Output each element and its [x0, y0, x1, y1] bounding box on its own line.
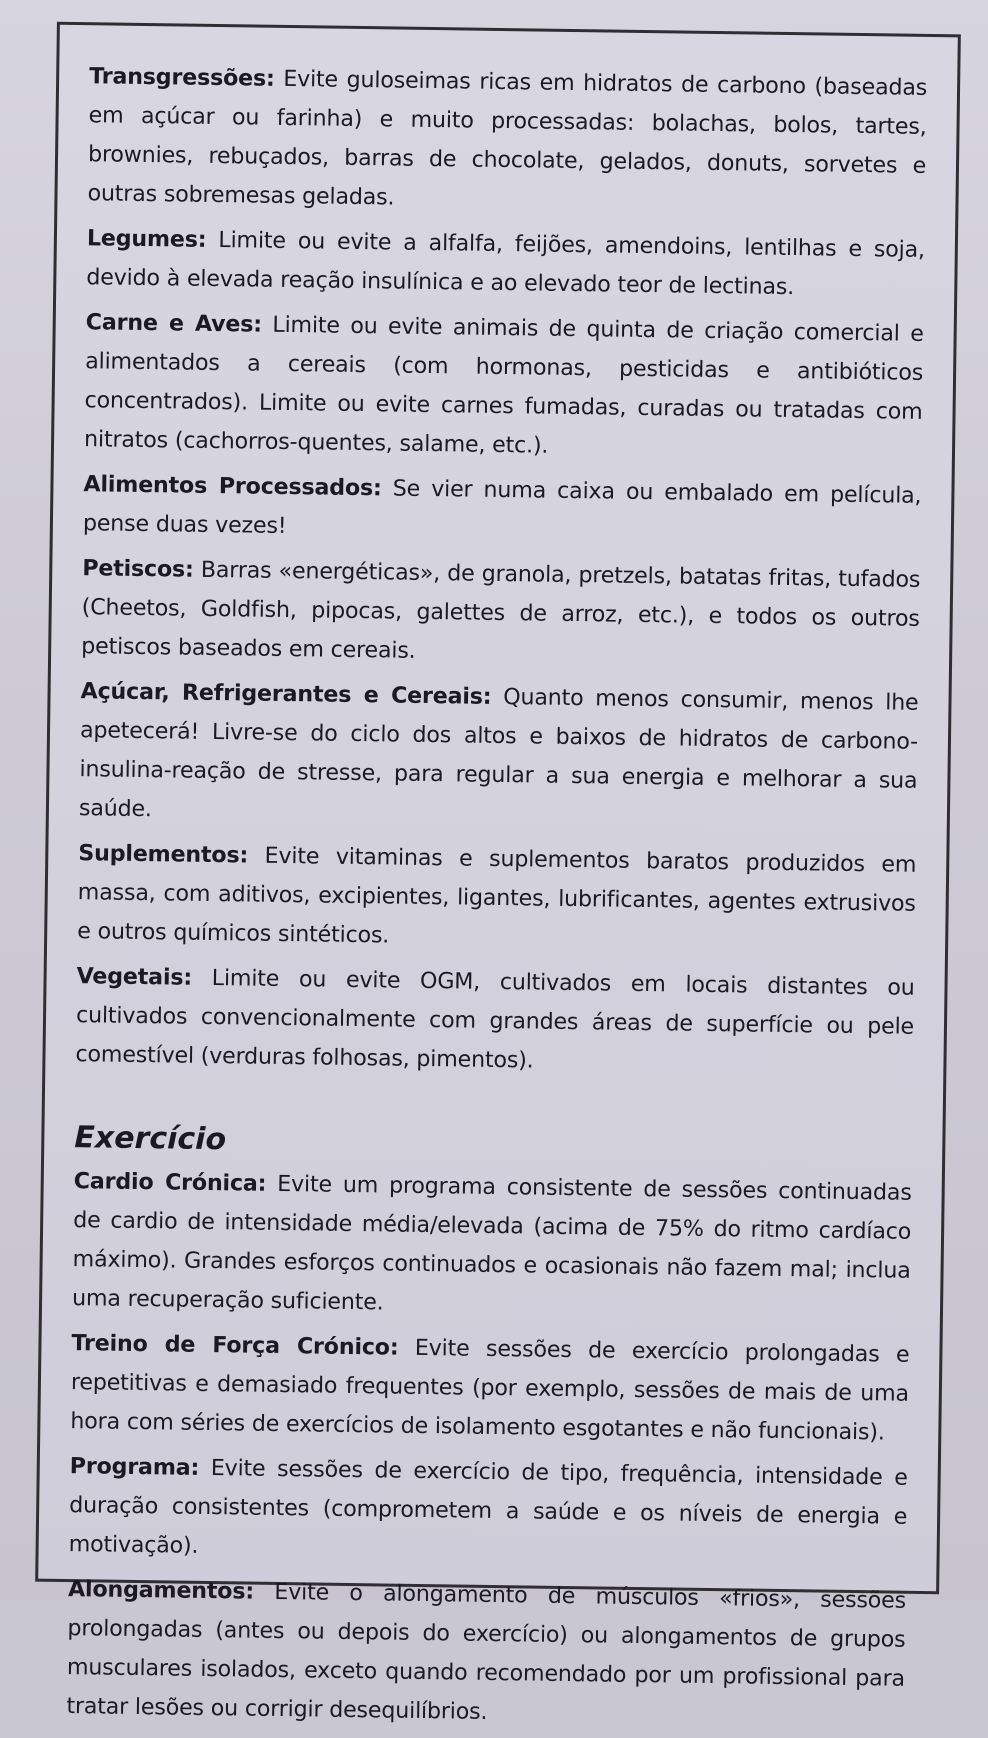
- entry-term: Treino de Força Crónico:: [71, 1330, 399, 1361]
- entry-suplementos: [77, 834, 917, 963]
- entry-term: Petiscos:: [82, 555, 194, 583]
- entry-text: Limite ou evite animais de quinta de criação comercial e alimentados a cereais (com hormonas, pesticidas e antibióticos concentrados). Limite ou evite carnes fumadas, curadas ou tratadas com nitratos (cachorros-quentes, salame, etc.).: [83, 311, 924, 459]
- entry-programa: [68, 1447, 908, 1576]
- entry-vegetais: [75, 957, 915, 1086]
- entry-text: Evite um programa consistente de sessões continuadas de cardio de intensidade média/elevada (acima de 75% do ritmo cardíaco máximo). Grandes esforços continuados e ocasionais não fazem mal; inclua uma recuperação suficiente.: [71, 1170, 912, 1316]
- entry-text: Limite ou evite a alfalfa, feijões, amendoins, lentilhas e soja, devido à elevada reação insulínica e ao elevado teor de lectinas.: [86, 226, 926, 301]
- entry-term: Cardio Crónica:: [73, 1168, 267, 1197]
- entry-text: Evite sessões de exercício prolongadas e repetitivas e demasiado frequentes (por exemplo, sessões de mais de uma hora com séries de exercícios de isolamento esgotantes e não funcionais).: [70, 1334, 910, 1446]
- entry-alimentos-processados: [83, 465, 922, 555]
- entry-term: Programa:: [69, 1453, 200, 1481]
- entry-transgressoes: [87, 57, 927, 225]
- entry-carne-aves: [84, 303, 924, 471]
- section-title-exercicio: Exercício: [74, 1120, 227, 1158]
- entry-term: Vegetais:: [76, 963, 193, 991]
- entry-term: Açúcar, Refrigerantes e Cereais:: [80, 678, 492, 710]
- entry-acucar: [79, 672, 919, 840]
- entry-alongamentos: [66, 1570, 906, 1738]
- entry-term: Legumes:: [86, 225, 207, 253]
- entry-text: Evite guloseimas ricas em hidratos de carbono (baseadas em açúcar ou farinha) e muito processadas: bolachas, bolos, tartes, brownies, rebuçados, barras de chocolate, gelados, donuts, sorvetes e outras sobremesas geladas.: [87, 65, 928, 211]
- entry-term: Carne e Aves:: [85, 309, 263, 338]
- entry-legumes: [86, 219, 925, 309]
- entry-petiscos: [81, 549, 921, 678]
- entry-text: Se vier numa caixa ou embalado em película, pense duas vezes!: [82, 475, 922, 540]
- entry-text: Evite vitaminas e suplementos baratos produzidos em massa, com aditivos, excipientes, ligantes, lubrificantes, agentes extrusivos e outros químicos sintéticos.: [77, 842, 917, 949]
- entry-treino-forca: [70, 1324, 910, 1453]
- entry-text: Barras «energéticas», de granola, pretzels, batatas fritas, tufados (Cheetos, Goldfish, pipocas, galettes de arroz, etc.), e todos os outros petiscos baseados em cereais.: [81, 556, 921, 664]
- entry-term: Transgressões:: [88, 63, 275, 92]
- entry-text: Evite sessões de exercício de tipo, frequência, intensidade e duração consistentes (comprometem a saúde e os níveis de energia e motivação).: [68, 1454, 908, 1559]
- content-box: [35, 22, 961, 1725]
- entry-text: Quanto menos consumir, menos lhe apetecerá! Livre-se do ciclo dos altos e baixos de hidratos de carbono-insulina-reação de stresse, para regular a sua energia e melhorar a sua saúde.: [78, 683, 919, 823]
- entry-cardio-cronica: [72, 1162, 912, 1330]
- entry-text: Limite ou evite OGM, cultivados em locais distantes ou cultivados convencionalmente com grandes áreas de superfície ou pele comestível (verduras folhosas, pimentos).: [75, 964, 915, 1074]
- entry-text: Evite o alongamento de músculos «frios», sessões prolongadas (antes ou depois do exercício) ou alongamentos de grupos musculares isolados, exceto quando recomendado por um profissional para tratar lesões ou corrigir desequilíbrios.: [66, 1578, 907, 1725]
- entry-term: Alimentos Processados:: [83, 471, 382, 502]
- entry-term: Suplementos:: [78, 840, 249, 869]
- entry-term: Alongamentos:: [67, 1576, 255, 1605]
